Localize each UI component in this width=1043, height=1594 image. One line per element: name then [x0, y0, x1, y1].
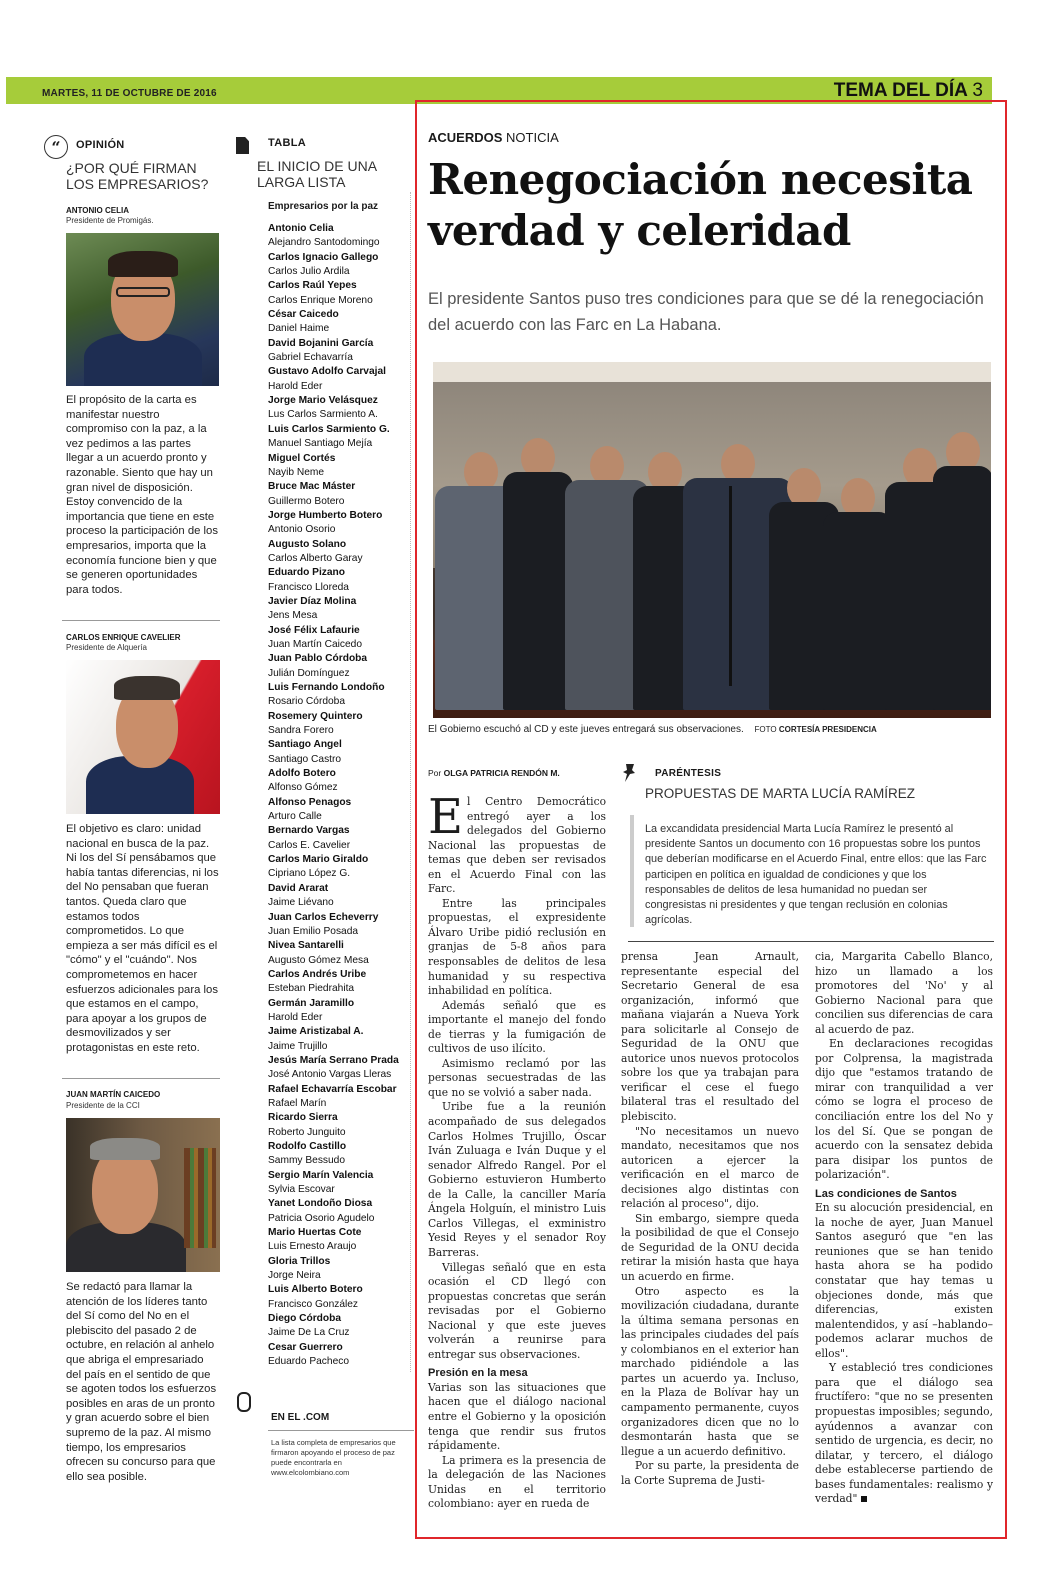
opinion-text-3: Se redactó para llamar la atención de los líderes tanto del Sí como del No en el plebiscito del pasado 2 de octubre, en relación al anhelo que abriga el empresariado del país en el sentido de que se agoten todos los esfuerzos posibles en aras de un pronto y gran acuerdo sobre el bien supremo de la paz. Al mismo tiempo, los empresarios ofrecen su concurso para que ello sea posible.	[66, 1281, 217, 1483]
tabla-label: TABLA	[268, 137, 306, 149]
list-item: Alejandro Santodomingo	[268, 237, 380, 249]
list-item: Jaime Liévano	[268, 897, 334, 909]
col1-p4: Asimismo reclamó por las personas secuestradas de las que no se volvió a saber nada.	[428, 1056, 606, 1099]
opinion-question: ¿POR QUÉ FIRMAN LOS EMPRESARIOS?	[66, 160, 209, 192]
article-kicker	[428, 130, 559, 145]
list-item: Daniel Haime	[268, 323, 330, 335]
col1-p7: Varias son las situaciones que hacen que el diálogo nacional entre el Gobierno y la oposición tenga que rendir sus frutos rápidamente.	[428, 1380, 606, 1453]
list-item: Adolfo Botero	[268, 768, 336, 780]
parentesis-title: PROPUESTAS DE MARTA LUCÍA RAMÍREZ	[645, 786, 916, 801]
list-item: Guillermo Botero	[268, 495, 345, 507]
divider	[62, 620, 220, 621]
list-item: Cesar Guerrero	[268, 1341, 343, 1353]
portrait-antonio-celia	[66, 233, 219, 386]
list-item: Carlos Enrique Moreno	[268, 294, 373, 306]
list-item: Gloria Trillos	[268, 1255, 331, 1267]
list-item: Harold Eder	[268, 1011, 323, 1023]
photo-credit: FOTO CORTESÍA PRESIDENCIA	[754, 725, 877, 734]
list-item: Jorge Neira	[268, 1270, 321, 1282]
list-item: Antonio Osorio	[268, 524, 336, 536]
list-item: Jesús María Serrano Prada	[268, 1054, 399, 1066]
col1-p5: Uribe fue a la reunión acompañado de sus delegados Carlos Holmes Trujillo, Óscar Iván Zuluaga e Iván Duque y el senador Alfredo Rangel. Por el Gobierno estuvieron Humberto de la Calle, la canciller María Ángela Holguín, el ministro Luis Carlos Villegas, el exministro Yesid Reyes y el senador Roy Barreras.	[428, 1100, 606, 1259]
list-item: Gustavo Adolfo Carvajal	[268, 366, 386, 378]
col2-p5: Por su parte, la presidenta de la Corte Suprema de Justi-	[621, 1459, 799, 1487]
list-item: Sammy Bessudo	[268, 1155, 346, 1167]
list-item: Esteban Piedrahita	[268, 983, 355, 995]
list-item: Santiago Angel	[268, 739, 342, 751]
list-item: Juan Pablo Córdoba	[268, 653, 368, 665]
end-mark-icon	[861, 1496, 867, 1502]
portrait-juan-martin-caicedo	[66, 1118, 220, 1272]
list-item: Luis Alberto Botero	[268, 1284, 363, 1296]
list-item: Ricardo Sierra	[268, 1112, 338, 1124]
kicker-type: NOTICIA	[506, 130, 559, 145]
list-item: Juan Carlos Echeverry	[268, 911, 379, 923]
list-item: Rafael Marín	[268, 1097, 327, 1109]
opinion-label: OPINIÓN	[76, 139, 125, 151]
portrait-carlos-cavelier	[66, 660, 220, 814]
list-item: Jens Mesa	[268, 610, 318, 622]
list-item: Diego Córdoba	[268, 1313, 342, 1325]
opinion-name-2: CARLOS ENRIQUE CAVELIER	[66, 633, 181, 642]
list-item: Carlos Mario Giraldo	[268, 854, 369, 866]
list-item: Jaime Aristizabal A.	[268, 1026, 364, 1038]
list-item: Roberto Junguito	[268, 1126, 346, 1138]
opinion-text-2: El objetivo es claro: unidad nacional en busca de la paz. Ni los del Sí pensábamos que había tantas diferencias, ni los del No pensaban que fueran tantos. Queda claro que estamos todos comprometidos. Lo que empieza a ser más difícil es el "cómo" y el "cuándo". Nos comprometemos en hacer esfuerzos adicionales para los que estamos en el campo, para apoyar a los grupos de desmovilizados y ser protagonistas en este reto.	[66, 823, 219, 1054]
list-item: Jorge Mario Velásquez	[268, 395, 378, 407]
list-item: Bernardo Vargas	[268, 825, 350, 837]
dropcap: E	[428, 789, 464, 845]
parentesis-text: La excandidata presidencial Marta Lucía Ramírez le presentó al presidente Santos un documento con 16 propuestas sobre los puntos que deberían modificarse en el Acuerdo Final, entre ellos: que las Farc participen en política en igualdad de condiciones y que los responsables de delitos de lesa humanidad no puedan ser congresistas ni presidentes y que tengan reclusión en colonias agrícolas.	[645, 823, 987, 927]
opinion-text-1: El propósito de la carta es manifestar nuestro compromiso con la paz, a la vez pedimos a las partes llegar a un acuerdo pronto y razonable. Siento que hay un gran nivel de disposición. Estoy convencido de la importancia que tiene en este proceso la participación de los empresarios, importa que la economía funcione bien y que se generen oportunidades para todos.	[66, 394, 218, 596]
parentesis-label: PARÉNTESIS	[655, 768, 722, 779]
list-item: Juan Emilio Posada	[268, 925, 359, 937]
tabla-heading: Empresarios por la paz	[268, 201, 379, 212]
list-item: Carlos Ignacio Gallego	[268, 251, 379, 263]
list-item: Yanet Londoño Diosa	[268, 1198, 373, 1210]
list-item: Patricia Osorio Agudelo	[268, 1212, 375, 1224]
list-item: Santiago Castro	[268, 753, 342, 765]
col2-p3: Sin embargo, siempre queda la posibilidad de que el Consejo de Seguridad de la ONU decida retirar la misión hasta que haya un acuerdo en firme.	[621, 1211, 799, 1284]
section-title: TEMA DEL DÍA	[833, 80, 968, 101]
opinion-role-2: Presidente de Alquería	[66, 643, 147, 652]
list-item: Carlos Alberto Garay	[268, 552, 363, 564]
list-item: César Caicedo	[268, 309, 339, 321]
web-text: La lista completa de empresarios que firmaron apoyando el proceso de paz puede encontrarla en www.elcolombiano.com	[271, 1438, 396, 1477]
document-icon	[236, 137, 249, 154]
list-item: Gabriel Echavarría	[268, 352, 353, 364]
list-item: Sergio Marín Valencia	[268, 1169, 374, 1181]
list-item: José Antonio Vargas Lleras	[268, 1069, 392, 1081]
parentesis-bar	[630, 815, 634, 927]
col1-p2: Entre las principales propuestas, el expresidente Álvaro Uribe pidió reclusión en granjas de 5-8 años para responsables de delitos de lesa humanidad y su respectiva inhabilidad en política.	[428, 896, 606, 998]
caption-text: El Gobierno escuchó al CD y este jueves entregará sus observaciones.	[428, 724, 744, 735]
list-item: Mario Huertas Cote	[268, 1227, 362, 1239]
col3-p4: Y estableció tres condiciones para que el diálogo sea fructífero: "que no se presenten propuestas imposibles; segundo, ayúdennos a avanzar con sentido de urgencia, es decir, no dilatar, y tercero, el diálogo debe establecerse partiendo de bases fundamentales: realismo y verdad"	[815, 1361, 993, 1506]
list-item: Carlos Andrés Uribe	[268, 968, 367, 980]
list-item: Jaime De La Cruz	[268, 1327, 350, 1339]
article-headline: Renegociación necesita verdad y celeridad	[428, 155, 973, 255]
col3-subhead: Las condiciones de Santos	[815, 1187, 957, 1200]
kicker-section: ACUERDOS	[428, 130, 503, 145]
byline: Por OLGA PATRICIA RENDÓN M.	[428, 768, 560, 778]
list-item: Eduardo Pizano	[268, 567, 345, 579]
list-item: Rafael Echavarría Escobar	[268, 1083, 397, 1095]
list-item: Manuel Santiago Mejía	[268, 438, 373, 450]
col1-p3: Además señaló que es importante el manejo del fondo de tierras y la fumigación de cultivos de uso ilícito.	[428, 998, 606, 1056]
list-item: David Ararat	[268, 882, 329, 894]
article-column-3	[815, 950, 993, 1507]
list-item: Sandra Forero	[268, 725, 334, 737]
col1-p1: l Centro Democrático entregó ayer a los delegados del Gobierno Nacional las propuestas de temas que deben ser revisados en el Acuerdo Final con las Farc.	[428, 795, 606, 896]
col3-p1: cia, Margarita Cabello Blanco, hizo un llamado a los promotores del 'No' y al Gobierno Nacional para que concilien sus diferencias de cara al acuerdo de paz.	[815, 950, 993, 1036]
list-item: Rosario Córdoba	[268, 696, 346, 708]
page-number: 3	[972, 80, 983, 101]
list-item: Antonio Celia	[268, 223, 334, 234]
opinion-role-3: Presidente de la CCI	[66, 1101, 140, 1110]
list-item: Juan Martín Caicedo	[268, 638, 363, 650]
list-item: David Bojanini García	[268, 337, 374, 349]
web-label: EN EL .COM	[271, 1412, 330, 1423]
list-item: Arturo Calle	[268, 811, 322, 823]
list-item: Luis Fernando Londoño	[268, 682, 385, 693]
quote-icon: “	[44, 135, 68, 159]
tabla-title: EL INICIO DE UNA LARGA LISTA	[257, 158, 377, 190]
list-item: Carlos Raúl Yepes	[268, 280, 357, 292]
col3-p3: En su alocución presidencial, en la noche de ayer, Juan Manuel Santos aseguró que "en las reuniones que se han tenido hasta ahora se ha podido constatar que hay temas u objeciones donde, más que diferencias, existen malentendidos, y así –hablando– podemos aclarar muchos de ellos".	[815, 1201, 993, 1360]
opinion-name-1: ANTONIO CELIA	[66, 206, 129, 215]
divider	[268, 1430, 414, 1431]
list-item: Javier Díaz Molina	[268, 595, 357, 607]
list-item: Augusto Solano	[268, 538, 347, 550]
mouse-icon	[237, 1392, 251, 1412]
list-item: Cipriano López G.	[268, 868, 351, 880]
col2-p2: "No necesitamos un nuevo mandato, necesitamos que nos autoricen a ejercer la verificación en el marco de decisiones algo distintas con relación al proceso", dijo.	[621, 1124, 799, 1211]
list-item: Miguel Cortés	[268, 452, 336, 464]
list-item: Francisco Lloreda	[268, 581, 349, 593]
list-item: Nayib Neme	[268, 466, 325, 478]
list-item: Carlos Julio Ardila	[268, 266, 350, 278]
article-subhead: El presidente Santos puso tres condiciones para que se dé la renegociación del acuerdo con las Farc en La Habana.	[428, 290, 984, 334]
list-item: Jaime Trujillo	[268, 1040, 328, 1052]
header-date: MARTES, 11 DE OCTUBRE DE 2016	[42, 88, 217, 99]
photo-caption	[428, 724, 877, 735]
divider	[62, 1078, 220, 1079]
list-item: Bruce Mac Máster	[268, 481, 356, 493]
list-item: Luis Carlos Sarmiento G.	[268, 423, 390, 435]
opinion-role-1: Presidente de Promigás.	[66, 216, 154, 225]
list-item: Nivea Santarelli	[268, 940, 344, 952]
list-item: Augusto Gómez Mesa	[268, 954, 369, 966]
list-item: Carlos E. Cavelier	[268, 839, 351, 851]
article-column-1	[428, 789, 606, 1512]
col1-p8: La primera es la presencia de la delegación de las Naciones Unidas en el territorio colombiano: ayer en rueda de	[428, 1453, 606, 1511]
list-item: Luis Ernesto Araujo	[268, 1241, 357, 1253]
list-item: José Félix Lafaurie	[268, 624, 360, 636]
divider	[628, 941, 994, 942]
col2-p4: Otro aspecto es la movilización ciudadana, durante la última semana personas en las principales ciudades del país y colombianos en el exterior han marchado pidiéndole a las partes un acuerdo ya. Incluso, en la Plaza de Bolívar hay un campamento permanente, cuyos organizadores dicen que no lo desmontarán hasta que se llegue a un acuerdo definitivo.	[621, 1284, 799, 1458]
list-item: Rosemery Quintero	[268, 710, 363, 722]
list-item: Eduardo Pacheco	[268, 1356, 349, 1368]
list-item: Rodolfo Castillo	[268, 1141, 347, 1152]
pin-icon	[622, 764, 636, 782]
header-section	[834, 80, 983, 102]
opinion-name-3: JUAN MARTÍN CAICEDO	[66, 1090, 161, 1099]
list-item: Germán Jaramillo	[268, 997, 355, 1009]
list-item: Alfonso Gómez	[268, 782, 338, 794]
list-item: Sylvia Escovar	[268, 1184, 335, 1196]
list-item: Alfonso Penagos	[268, 796, 352, 808]
col1-p6: Villegas señaló que en esta ocasión el CD llegó con propuestas concretas que serán revisadas por el Gobierno Nacional y que este jueves volverán a reunirse para entregar sus observaciones.	[428, 1260, 606, 1361]
list-item: Francisco González	[268, 1298, 359, 1310]
col2-p1: prensa Jean Arnault, representante especial del Secretario General de esa organización, informó que mañana viajarán a Nueva York para solicitarle al Consejo de Seguridad de la ONU que autorice unos nuevos protocolos sobre los que ya trabajan para verificar el cese el fuego bilateral tras el resultado del plebiscito.	[621, 950, 799, 1124]
list-item: Julián Domínguez	[268, 667, 350, 679]
col1-subhead: Presión en la mesa	[428, 1367, 528, 1380]
column-divider	[410, 192, 412, 1372]
article-column-2	[621, 950, 799, 1488]
list-item: Jorge Humberto Botero	[268, 509, 383, 521]
col3-p2: En declaraciones recogidas por Colprensa, la magistrada dijo que "estamos tratando de mirar con tranquilidad a ver cómo se logra el proceso de conciliación entre los del No y los del Sí. Que se pongan de acuerdo con la sensatez debida para disipar los puntos de polarización".	[815, 1037, 993, 1182]
business-leaders-list	[268, 222, 416, 1370]
article-photo	[433, 362, 991, 718]
list-item: Harold Eder	[268, 380, 323, 392]
list-item: Lus Carlos Sarmiento A.	[268, 409, 378, 421]
